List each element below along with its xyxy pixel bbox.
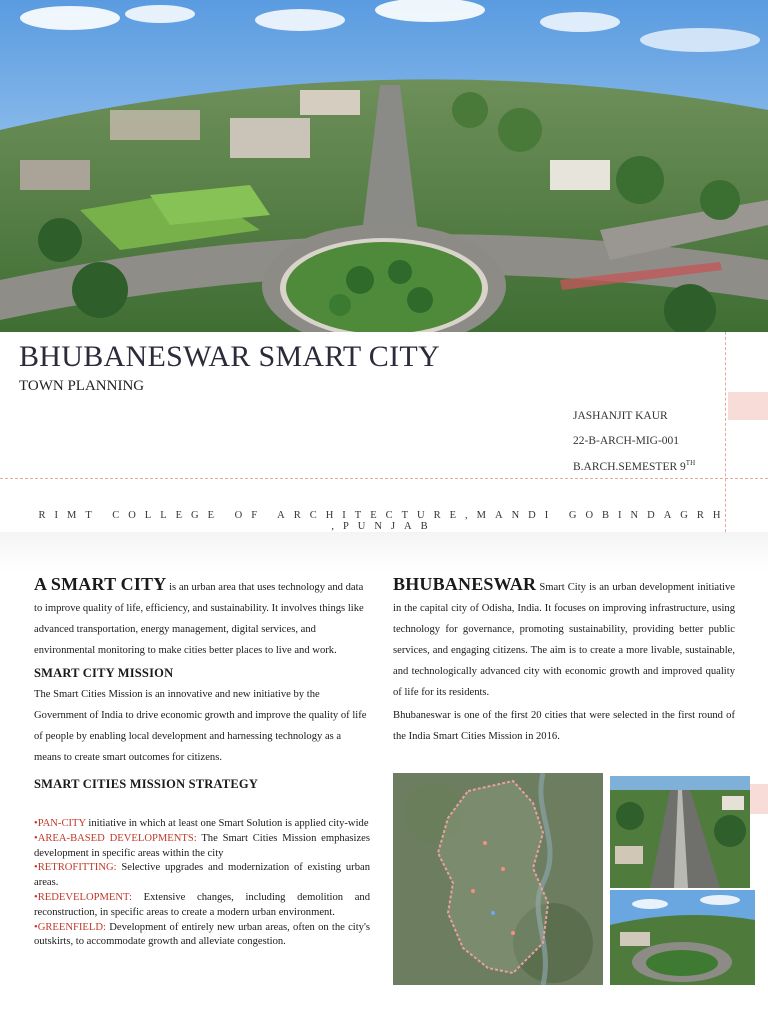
strategy-label: •REDEVELOPMENT: [34,891,132,903]
left-column [34,574,370,950]
dashed-divider-horizontal [0,478,768,479]
dashed-divider-vertical [725,332,726,532]
strategy-list [34,817,370,950]
bhubaneswar-intro [393,574,735,703]
strategy-label: •AREA-BASED DEVELOPMENTS: [34,832,197,844]
mission-text: The Smart Cities Mission is an innovative and new initiative by the Government of India to drive economic growth and improve the quality of life of people by enabling local development and harnessing technology as a means to create smart outcomes for citizens. [34,689,367,763]
page-subtitle: TOWN PLANNING [19,378,145,394]
strategy-text: initiative in which at least one Smart Solution is applied city-wide [85,818,369,829]
hero-aerial-photo [0,0,768,332]
right-column [393,574,735,747]
semester-superscript: TH [685,459,696,467]
semester-text: B.ARCH.SEMESTER 9 [573,460,686,473]
selection-text: Bhubaneswar is one of the first 20 cities that were selected in the first round of the India Smart Cities Mission in 2016. [393,710,735,742]
roundabout-photo [610,890,755,985]
strategy-item-redevelopment [34,891,370,921]
pink-accent-marker [728,392,768,420]
strategy-heading: SMART CITIES MISSION STRATEGY [34,777,259,791]
college-line: RIMT COLLEGE OF ARCHITECTURE,MANDI GOBINDAGRH ,PUNJAB [38,510,730,532]
strategy-label: •PAN-CITY [34,818,86,829]
strategy-text: Development of entirely new urban areas, often on the city's outskirts, to accommodate growth and alleviate congestion. [34,921,370,948]
strategy-item-pan-city [34,817,370,832]
pink-accent-marker-2 [750,784,768,814]
strategy-text: The Smart Cities Mission emphasizes development in specific areas within the city [34,832,370,859]
author-id: 22-B-ARCH-MIG-001 [573,435,680,447]
strategy-item-greenfield [34,921,370,951]
strategy-label: •RETROFITTING: [34,862,117,874]
city-boundary-map [393,773,603,985]
strategy-item-area-based [34,832,370,862]
strategy-label: •GREENFIELD: [34,921,106,933]
highway-photo [610,776,750,888]
bhubaneswar-text: Smart City is an urban development initiative in the capital city of Odisha, India. It focuses on improving infrastructure, using technology for governance, promoting sustainability, providing better public services, and engaging citizens. The aim is to create a more livable, sustainable, and technologically advanced city with economic growth and improved quality of life for its residents. [393,582,735,698]
intro-lead: A SMART CITY [34,574,167,594]
smart-city-intro [34,574,370,661]
title-block [0,332,768,532]
author-semester [573,459,695,473]
page-title: BHUBANESWAR SMART CITY [19,340,440,373]
section-shade [0,532,768,572]
strategy-item-retrofitting [34,861,370,891]
strategy-text: Selective upgrades and modernization of existing urban areas. [34,862,370,889]
bhubaneswar-lead: BHUBANESWAR [393,574,537,594]
mission-heading: SMART CITY MISSION [34,666,174,680]
intro-text: is an urban area that uses technology and data to improve quality of life, efficiency, and sustainability. It involves things like advanced transportation, energy management, digital services, and environmental monitoring to make cities better places to live and work. [34,582,364,656]
content-area [0,532,768,1024]
author-name: JASHANJIT KAUR [573,410,668,422]
strategy-text: Extensive changes, including demolition and reconstruction, in specific areas to create a modern urban environment. [34,891,370,918]
